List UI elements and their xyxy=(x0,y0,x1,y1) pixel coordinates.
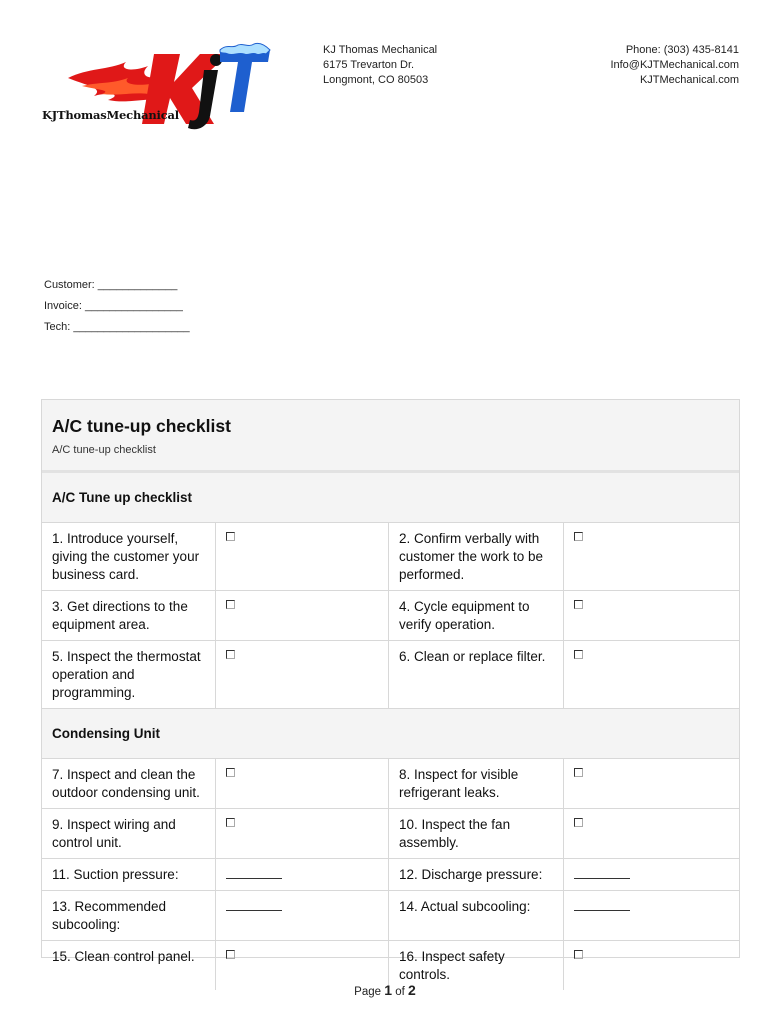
item-label: 3. Get directions to the equipment area. xyxy=(42,591,216,640)
item-label: 16. Inspect safety controls. xyxy=(389,941,564,990)
checkbox[interactable] xyxy=(226,650,235,659)
checkbox-cell xyxy=(564,591,739,640)
blank-cell xyxy=(216,859,389,890)
checkbox[interactable] xyxy=(226,818,235,827)
checkbox-cell xyxy=(216,759,389,808)
blank-input-line[interactable] xyxy=(226,867,282,879)
checklist-row xyxy=(42,809,739,859)
customer-field[interactable]: Customer: _____________ xyxy=(44,279,178,291)
blank-cell xyxy=(564,859,739,890)
checkbox[interactable] xyxy=(574,950,583,959)
checkbox-cell xyxy=(216,809,389,858)
checklist-row xyxy=(42,523,739,591)
checkbox-cell xyxy=(564,641,739,708)
item-label: 8. Inspect for visible refrigerant leaks. xyxy=(389,759,564,808)
item-label: 5. Inspect the thermostat operation and programming. xyxy=(42,641,216,708)
page-prefix: Page xyxy=(354,986,382,998)
item-label: 7. Inspect and clean the outdoor condensing unit. xyxy=(42,759,216,808)
page-footer xyxy=(0,982,770,998)
company-logo xyxy=(38,40,273,130)
invoice-field[interactable]: Invoice: ________________ xyxy=(44,300,183,312)
checkbox[interactable] xyxy=(574,768,583,777)
checkbox-cell xyxy=(564,523,739,590)
checkbox[interactable] xyxy=(226,532,235,541)
checklist-sections xyxy=(42,473,739,990)
item-label: 4. Cycle equipment to verify operation. xyxy=(389,591,564,640)
checklist-row xyxy=(42,859,739,891)
section-heading: Condensing Unit xyxy=(42,709,739,759)
logo-wordmark: KJThomasMechanical xyxy=(42,108,179,122)
checklist-row xyxy=(42,759,739,809)
blank-cell xyxy=(216,891,389,940)
item-label: 10. Inspect the fan assembly. xyxy=(389,809,564,858)
blank-input-line[interactable] xyxy=(226,899,282,911)
checklist-row xyxy=(42,591,739,641)
company-contact xyxy=(610,43,739,88)
tech-field[interactable]: Tech: ___________________ xyxy=(44,321,190,333)
checkbox[interactable] xyxy=(574,532,583,541)
company-address xyxy=(323,43,437,88)
blank-cell xyxy=(564,891,739,940)
section-heading: A/C Tune up checklist xyxy=(42,473,739,523)
item-label: 2. Confirm verbally with customer the work to be performed. xyxy=(389,523,564,590)
checklist-subtitle: A/C tune-up checklist xyxy=(52,444,156,456)
total-pages: 2 xyxy=(408,982,416,998)
item-label: 9. Inspect wiring and control unit. xyxy=(42,809,216,858)
current-page: 1 xyxy=(384,982,393,998)
checkbox[interactable] xyxy=(226,768,235,777)
checkbox[interactable] xyxy=(574,650,583,659)
item-label: 13. Recommended subcooling: xyxy=(42,891,216,940)
email-address: Info@KJTMechanical.com xyxy=(610,59,739,71)
checkbox[interactable] xyxy=(574,818,583,827)
phone-number: Phone: (303) 435-8141 xyxy=(625,44,739,56)
street-address: 6175 Trevarton Dr. xyxy=(323,59,415,71)
checkbox[interactable] xyxy=(226,600,235,609)
item-label: 14. Actual subcooling: xyxy=(389,891,564,940)
item-label: 12. Discharge pressure: xyxy=(389,859,564,890)
item-label: 1. Introduce yourself, giving the customer your business card. xyxy=(42,523,216,590)
blank-input-line[interactable] xyxy=(574,867,630,879)
checklist-form xyxy=(41,399,740,982)
item-label: 11. Suction pressure: xyxy=(42,859,216,890)
job-fields xyxy=(44,278,190,341)
company-name: KJ Thomas Mechanical xyxy=(323,44,438,56)
checkbox-cell xyxy=(216,641,389,708)
checklist-title: A/C tune-up checklist xyxy=(52,416,231,436)
item-label: 15. Clean control panel. xyxy=(42,941,216,990)
website: KJTMechanical.com xyxy=(639,74,739,86)
checkbox[interactable] xyxy=(574,600,583,609)
city-state-zip: Longmont, CO 80503 xyxy=(323,74,429,86)
checkbox-cell xyxy=(216,523,389,590)
checklist-row xyxy=(42,641,739,709)
item-label: 6. Clean or replace filter. xyxy=(389,641,564,708)
checkbox[interactable] xyxy=(226,950,235,959)
checkbox-cell xyxy=(564,809,739,858)
checkbox-cell xyxy=(216,591,389,640)
checklist-row xyxy=(42,891,739,941)
blank-input-line[interactable] xyxy=(574,899,630,911)
checkbox-cell xyxy=(564,759,739,808)
checklist-header xyxy=(42,400,739,473)
page-of: of xyxy=(395,986,405,998)
